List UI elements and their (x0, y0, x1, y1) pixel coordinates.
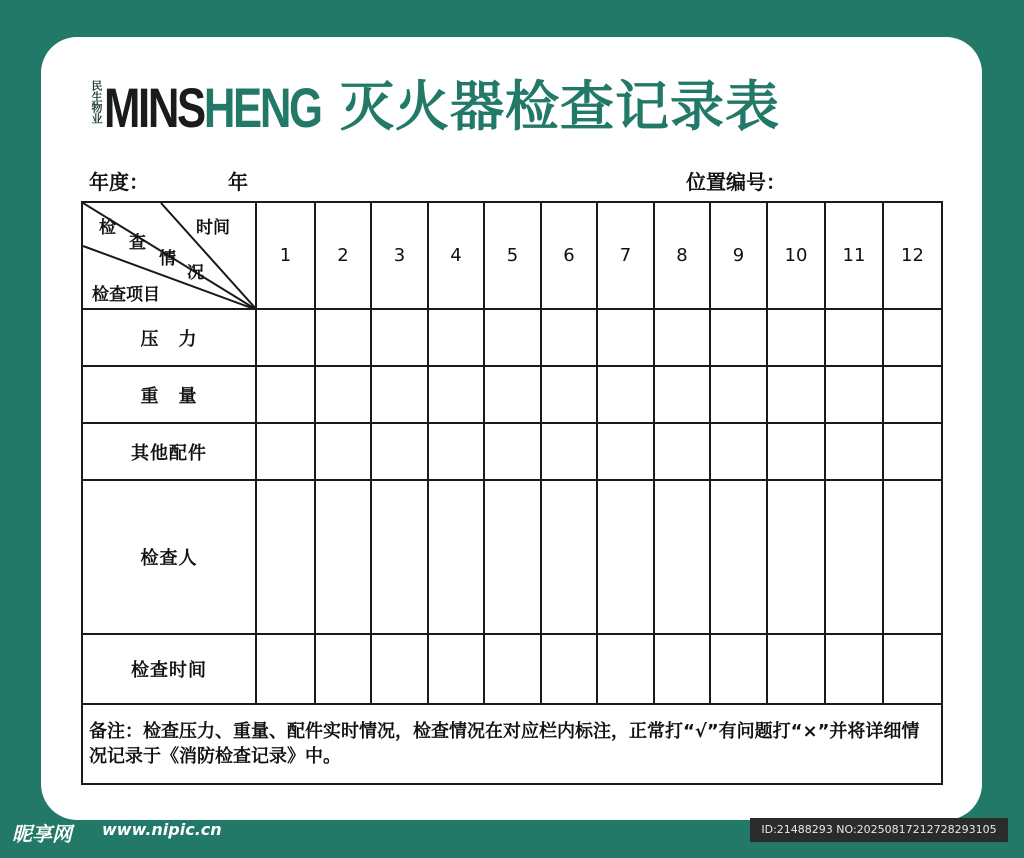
entry-cell[interactable] (428, 480, 484, 634)
entry-cell[interactable] (541, 423, 597, 480)
table-row (82, 423, 942, 480)
row-label-inspector: 检查人 (82, 480, 256, 634)
corner-header-cell (82, 202, 256, 309)
logo-text-teal: HENG (203, 76, 321, 139)
watermark-site-name: 昵享网 (12, 822, 72, 846)
logo-chinese-text: 民生物业 (90, 80, 103, 124)
entry-cell[interactable] (315, 423, 371, 480)
entry-cell[interactable] (315, 480, 371, 634)
entry-cell[interactable] (428, 309, 484, 366)
entry-cell[interactable] (654, 634, 710, 704)
table-row (82, 366, 942, 423)
row-label-weight: 重 量 (82, 366, 256, 423)
entry-cell[interactable] (484, 423, 541, 480)
entry-cell[interactable] (256, 309, 315, 366)
month-header: 11 (825, 202, 883, 309)
corner-condition-char-2: 况 (187, 263, 204, 283)
entry-cell[interactable] (883, 634, 942, 704)
entry-cell[interactable] (256, 423, 315, 480)
entry-cell[interactable] (883, 423, 942, 480)
entry-cell[interactable] (371, 480, 428, 634)
entry-cell[interactable] (654, 366, 710, 423)
entry-cell[interactable] (597, 309, 654, 366)
entry-cell[interactable] (256, 480, 315, 634)
entry-cell[interactable] (825, 309, 883, 366)
entry-cell[interactable] (710, 480, 767, 634)
entry-cell[interactable] (825, 634, 883, 704)
entry-cell[interactable] (654, 480, 710, 634)
logo-text-dark: MINS (104, 76, 204, 139)
entry-cell[interactable] (654, 309, 710, 366)
month-header: 5 (484, 202, 541, 309)
entry-cell[interactable] (428, 423, 484, 480)
month-header: 3 (371, 202, 428, 309)
entry-cell[interactable] (710, 634, 767, 704)
entry-cell[interactable] (315, 309, 371, 366)
table-row (82, 634, 942, 704)
company-logo (90, 76, 321, 140)
entry-cell[interactable] (597, 366, 654, 423)
entry-cell[interactable] (883, 480, 942, 634)
row-label-other-parts: 其他配件 (82, 423, 256, 480)
entry-cell[interactable] (825, 423, 883, 480)
entry-cell[interactable] (767, 423, 825, 480)
entry-cell[interactable] (767, 309, 825, 366)
entry-cell[interactable] (654, 423, 710, 480)
entry-cell[interactable] (710, 423, 767, 480)
row-label-check-time: 检查时间 (82, 634, 256, 704)
month-header: 9 (710, 202, 767, 309)
entry-cell[interactable] (315, 366, 371, 423)
image-id-badge: ID:21488293 NO:20250817212728293105 (750, 818, 1008, 842)
entry-cell[interactable] (484, 634, 541, 704)
month-header: 7 (597, 202, 654, 309)
corner-check-char-2: 查 (129, 233, 146, 253)
entry-cell[interactable] (428, 634, 484, 704)
entry-cell[interactable] (371, 309, 428, 366)
corner-time-label: 时间 (196, 218, 230, 238)
entry-cell[interactable] (541, 366, 597, 423)
remarks-note: 备注：检查压力、重量、配件实时情况，检查情况在对应栏内标注，正常打“√”有问题打“×”并将详细情况记录于《消防检查记录》中。 (82, 704, 942, 784)
entry-cell[interactable] (597, 634, 654, 704)
entry-cell[interactable] (597, 423, 654, 480)
entry-cell[interactable] (710, 366, 767, 423)
entry-cell[interactable] (256, 634, 315, 704)
entry-cell[interactable] (484, 480, 541, 634)
entry-cell[interactable] (767, 480, 825, 634)
month-header: 8 (654, 202, 710, 309)
month-header: 6 (541, 202, 597, 309)
entry-cell[interactable] (315, 634, 371, 704)
entry-cell[interactable] (541, 309, 597, 366)
month-header: 2 (315, 202, 371, 309)
header-row (82, 202, 942, 309)
month-header: 1 (256, 202, 315, 309)
inspection-table (81, 201, 943, 785)
location-label: 位置编号： (686, 170, 786, 194)
entry-cell[interactable] (767, 366, 825, 423)
month-header: 12 (883, 202, 942, 309)
table-row (82, 480, 942, 634)
entry-cell[interactable] (541, 480, 597, 634)
month-header: 10 (767, 202, 825, 309)
entry-cell[interactable] (371, 366, 428, 423)
entry-cell[interactable] (825, 366, 883, 423)
entry-cell[interactable] (484, 366, 541, 423)
corner-check-char-1: 检 (99, 218, 116, 238)
entry-cell[interactable] (883, 309, 942, 366)
entry-cell[interactable] (371, 634, 428, 704)
entry-cell[interactable] (541, 634, 597, 704)
note-row (82, 704, 942, 784)
corner-item-label: 检查项目 (92, 285, 160, 305)
year-suffix: 年 (228, 170, 248, 194)
entry-cell[interactable] (597, 480, 654, 634)
entry-cell[interactable] (484, 309, 541, 366)
row-label-pressure: 压 力 (82, 309, 256, 366)
entry-cell[interactable] (256, 366, 315, 423)
logo-wordmark (104, 78, 321, 138)
corner-condition-char-1: 情 (159, 249, 176, 269)
entry-cell[interactable] (371, 423, 428, 480)
watermark-url: www.nipic.cn (102, 820, 222, 839)
month-header: 4 (428, 202, 484, 309)
entry-cell[interactable] (883, 366, 942, 423)
year-label: 年度： (89, 170, 149, 194)
entry-cell[interactable] (710, 309, 767, 366)
page-title: 灭火器检查记录表 (340, 75, 780, 138)
table-row (82, 309, 942, 366)
entry-cell[interactable] (825, 480, 883, 634)
entry-cell[interactable] (767, 634, 825, 704)
entry-cell[interactable] (428, 366, 484, 423)
